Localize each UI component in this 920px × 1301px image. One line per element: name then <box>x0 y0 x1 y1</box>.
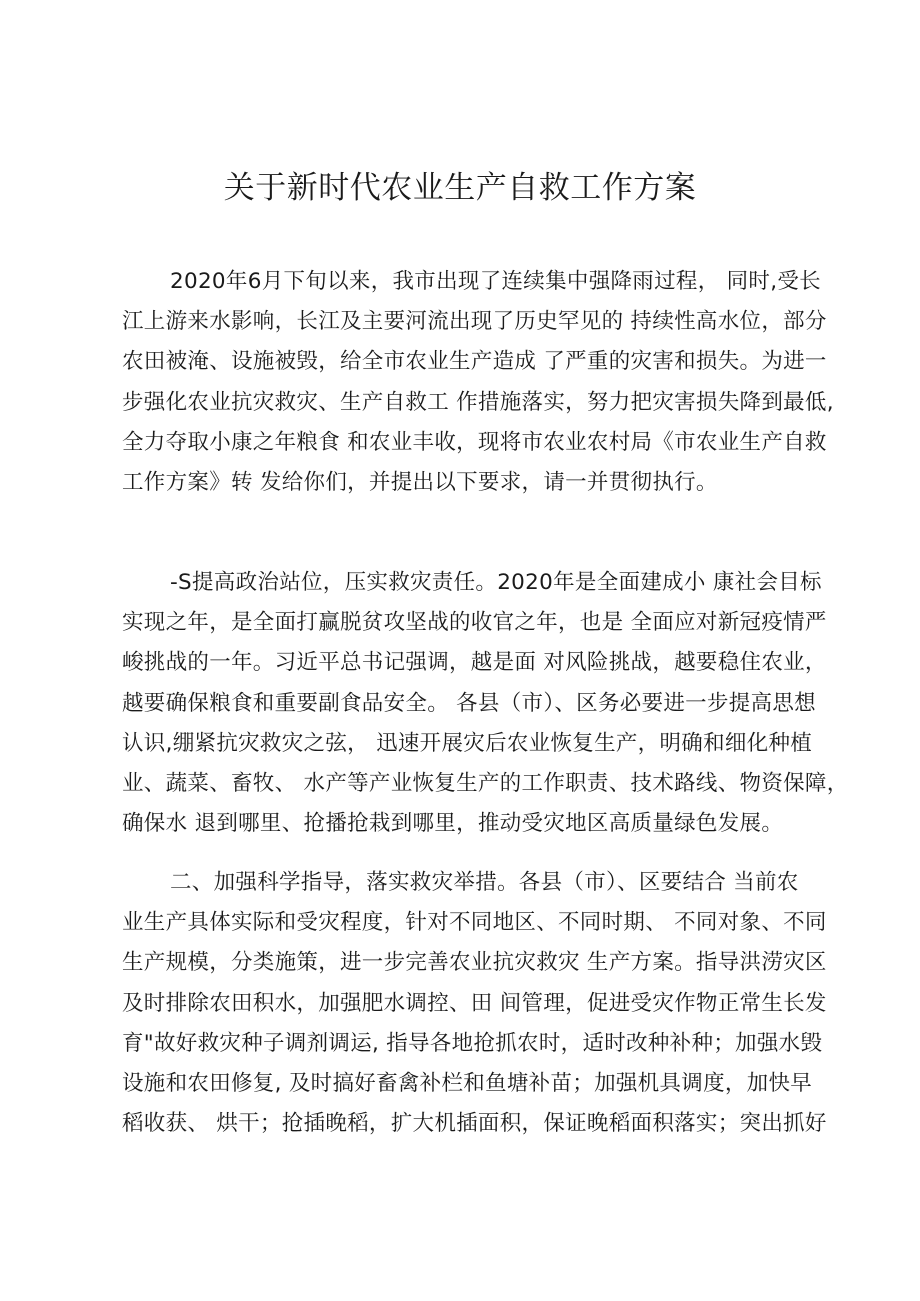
paragraph-line: 工作方案》转 发给你们，并提出以下要求，请一并贯彻执行。 <box>122 469 718 495</box>
document-title: 关于新时代农业生产自救工作方案 <box>223 170 697 206</box>
paragraph-section-two <box>122 863 826 1144</box>
paragraph-line: 育"故好救灾种子调剂调运, 指导各地抢抓农时，适时改种补种；加强水毁 <box>122 1030 823 1056</box>
paragraph-line: 稻收获、 烘干；抢插晚稻，扩大机插面积，保证晚稻面积落实；突出抓好 <box>122 1111 827 1137</box>
paragraph-line: 农田被淹、设施被毁，给全市农业生产造成 了严重的灾害和损失。为进一 <box>122 349 827 375</box>
paragraph-intro <box>122 262 834 503</box>
paragraph-line: 业生产具体实际和受灾程度，针对不同地区、不同时期、 不同对象、不同 <box>122 910 827 936</box>
paragraph-line: 峻挑战的一年。习近平总书记强调，越是面 对风险挑战，越要稳住农业， <box>122 650 827 676</box>
paragraph-line: 实现之年，是全面打赢脱贫攻坚战的收官之年，也是 全面应对新冠疫情严 <box>122 610 827 636</box>
paragraph-section-one <box>122 563 849 844</box>
paragraph-line: 设施和农田修复, 及时搞好畜禽补栏和鱼塘补苗；加强机具调度，加快早 <box>122 1070 813 1096</box>
paragraph-line: 2020年6月下旬以来，我市出现了连续集中强降雨过程， 同时,受长 <box>170 269 821 294</box>
paragraph-line: 及时排除农田积水，加强肥水调控、田 间管理，促进受灾作物正常生长发 <box>122 990 827 1016</box>
paragraph-line: 全力夺取小康之年粮食 和农业丰收，现将市农业农村局《市农业生产自救 <box>122 429 827 455</box>
paragraph-line: 江上游来水影响，长江及主要河流出现了历史罕见的 持续性高水位，部分 <box>122 309 827 335</box>
paragraph-line: -S提高政治站位，压实救灾责任。2020年是全面建成小 康社会目标 <box>170 570 822 595</box>
paragraph-line: 认识,绷紧抗灾救灾之弦， 迅速开展灾后农业恢复生产，明确和细化种植 <box>122 730 813 756</box>
paragraph-line: 步强化农业抗灾救灾、生产自救工 作措施落实，努力把灾害损失降到最低, <box>122 389 834 415</box>
paragraph-line: 业、蔬菜、畜牧、 水产等产业恢复生产的工作职责、技术路线、物资保障， <box>122 770 849 796</box>
paragraph-line: 确保水 退到哪里、抢播抢栽到哪里，推动受灾地区高质量绿色发展。 <box>122 811 784 837</box>
paragraph-line: 越要确保粮食和重要副食品安全。 各县（市）、区务必要进一步提高思想 <box>122 690 816 716</box>
paragraph-line: 二、加强科学指导，落实救灾举措。各县（市）、区要结合 当前农 <box>170 870 799 895</box>
paragraph-line: 生产规模，分类施策，进一步完善农业抗灾救灾 生产方案。指导洪涝灾区 <box>122 950 827 976</box>
